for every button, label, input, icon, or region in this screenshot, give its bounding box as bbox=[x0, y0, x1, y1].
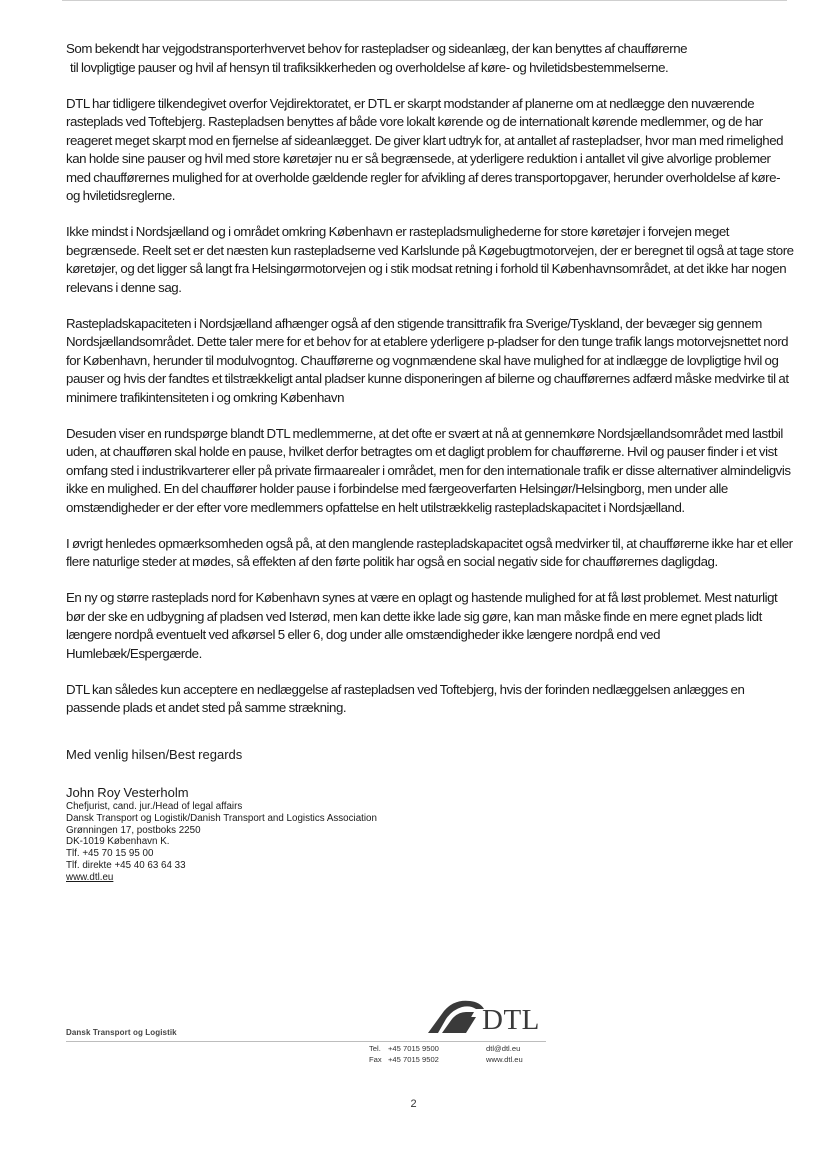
footer-divider bbox=[66, 1041, 546, 1042]
paragraph-1-line-1: Som bekendt har vejgodstransporterhvervet behov for rastepladser og sideanlæg, der kan benyttes af chaufførerne bbox=[66, 41, 688, 56]
footer-web: www.dtl.eu bbox=[486, 1055, 523, 1064]
page-number: 2 bbox=[410, 1098, 417, 1110]
signatory-title: Chefjurist, cand. jur./Head of legal affairs bbox=[66, 801, 243, 812]
paragraph-3: Ikke mindst i Nordsjælland og i området omkring København er rastepladsmulighederne for store køretøjer i forvejen meget begrænsede. Reelt set er det næsten kun rastepladserne ved Karlslunde på Køgebugtmotorvejen, der er beregnet til også at tage store køretøjer, og det ligger så langt fra Helsingørmotorvejen og i stik modsat retning i forhold til Københavnsområdet, at det ikke har nogen relevans i denne sag. bbox=[66, 224, 794, 295]
footer-fax: +45 7015 9502 bbox=[388, 1055, 439, 1064]
footer-tel: +45 7015 9500 bbox=[388, 1044, 439, 1053]
footer-company-name: Dansk Transport og Logistik bbox=[66, 1028, 177, 1037]
paragraph-2: DTL har tidligere tilkendegivet overfor Vejdirektoratet, er DTL er skarpt modstander af planerne om at nedlægge den nuværende rasteplads ved Toftebjerg. Rastepladsen benyttes af både vore lokalt kørende og de internationalt kørende medlemmer, og de har reageret meget skarpt mod en fjernelse af sideanlægget. De giver klart udtryk for, at antallet af rastepladser, hvor man med rimelighed kan holde sine pauser og hvil med store køretøjer nu er så begrænsede, at yderligere reduktion i antallet vil give alvorlige problemer med chaufførernes mulighed for at overholde gældende regler for afvikling af deres transportopgaver, herunder overholdelse af køre- og hviletidsreglerne. bbox=[66, 95, 784, 203]
letter-body bbox=[66, 40, 794, 884]
paragraph-6: I øvrigt henledes opmærksomheden også på, at den manglende rastepladskapacitet også medvirker til, at chaufførerne ikke har et eller flere naturlige steder at mødes, så effekten af den førte politik har også en social negativ side for chaufførernes dagligdag. bbox=[66, 535, 793, 569]
phone-number: Tlf. +45 70 15 95 00 bbox=[66, 848, 154, 860]
website-link[interactable]: www.dtl.eu bbox=[66, 871, 114, 883]
top-edge-line bbox=[62, 0, 787, 1]
logo-wordmark: DTL bbox=[482, 1004, 540, 1036]
tel-label: Tel. bbox=[369, 1044, 381, 1053]
address-line-2: DK-1019 København K. bbox=[66, 836, 170, 848]
paragraph-8: DTL kan således kun acceptere en nedlæggelse af rastepladsen ved Toftebjerg, hvis der forinden nedlæggelsen anlægges en passende plads et andet sted på samme strækning. bbox=[66, 681, 745, 715]
signatory-organization: Dansk Transport og Logistik/Danish Transport and Logistics Association bbox=[66, 812, 377, 824]
paragraph-7: En ny og større rasteplads nord for København synes at være en oplagt og hastende mulighed for at få løst problemet. Mest naturligt bør der ske en udbygning af pladsen ved Isterød, men kan dette ikke lade sig gøre, kan man måske finde en mere egnet plads lidt længere nordpå eventuelt ved afkørsel 5 eller 6, dog under alle omstændigheder ikke længere nordpå end ved Humlebæk/Espergærde. bbox=[66, 590, 778, 661]
direct-phone-number: Tlf. direkte +45 40 63 64 33 bbox=[66, 859, 186, 871]
footer-email-web bbox=[486, 1043, 523, 1065]
paragraph-1-line-2: til lovpligtige pauser og hvil af hensyn til trafiksikkerheden og overholdelse af køre- og hviletidsbestemmelserne. bbox=[70, 59, 669, 75]
paragraph-1 bbox=[66, 40, 794, 77]
closing-greeting: Med venlig hilsen/Best regards bbox=[66, 746, 243, 762]
paragraph-5: Desuden viser en rundspørge blandt DTL medlemmerne, at det ofte er svært at nå at gennemkøre Nordsjællandsområdet med lastbil uden, at chaufføren skal holde en pause, hvilket derfor betragtes om et dagligt problem for chaufførerne. Hvil og pauser finder i et vist omfang sted i industrikvarterer eller på private firmaarealer i området, men for den internationale trafik er disse alternativer almindeligvis ikke en mulighed. En del chauffører holder pause i forbindelse med færgeoverfarten Helsingør/Helsingborg, men under alle omstændigheder er der efter vore medlemmers opfattelse en helt utilstrækkelig rastepladskapacitet i Nordsjælland. bbox=[66, 425, 791, 515]
fax-label: Fax bbox=[369, 1055, 382, 1064]
signature-block bbox=[66, 801, 794, 884]
address-line-1: Grønningen 17, postboks 2250 bbox=[66, 824, 201, 836]
footer-email: dtl@dtl.eu bbox=[486, 1044, 521, 1053]
footer-phone-fax bbox=[369, 1043, 439, 1065]
paragraph-4: Rastepladskapaciteten i Nordsjælland afhænger også af den stigende transittrafik fra Sverige/Tyskland, der bevæger sig gennem Nordsjællandsområdet. Dette taler mere for et behov for at etablere yderligere p-pladser for den tunge trafik langs motorvejsnettet nord for København, herunder til modulvogntog. Chaufførerne og vognmændene skal have mulighed for at indlægge de lovpligtige hvil og pauser og hvis der fandtes et tilstrækkeligt antal pladser kunne disponeringen af bilerne og chaufførernes adfærd måske medvirke til at minimere trafikintensiteten i og omkring København bbox=[66, 315, 789, 405]
signatory-name: John Roy Vesterholm bbox=[66, 785, 189, 800]
